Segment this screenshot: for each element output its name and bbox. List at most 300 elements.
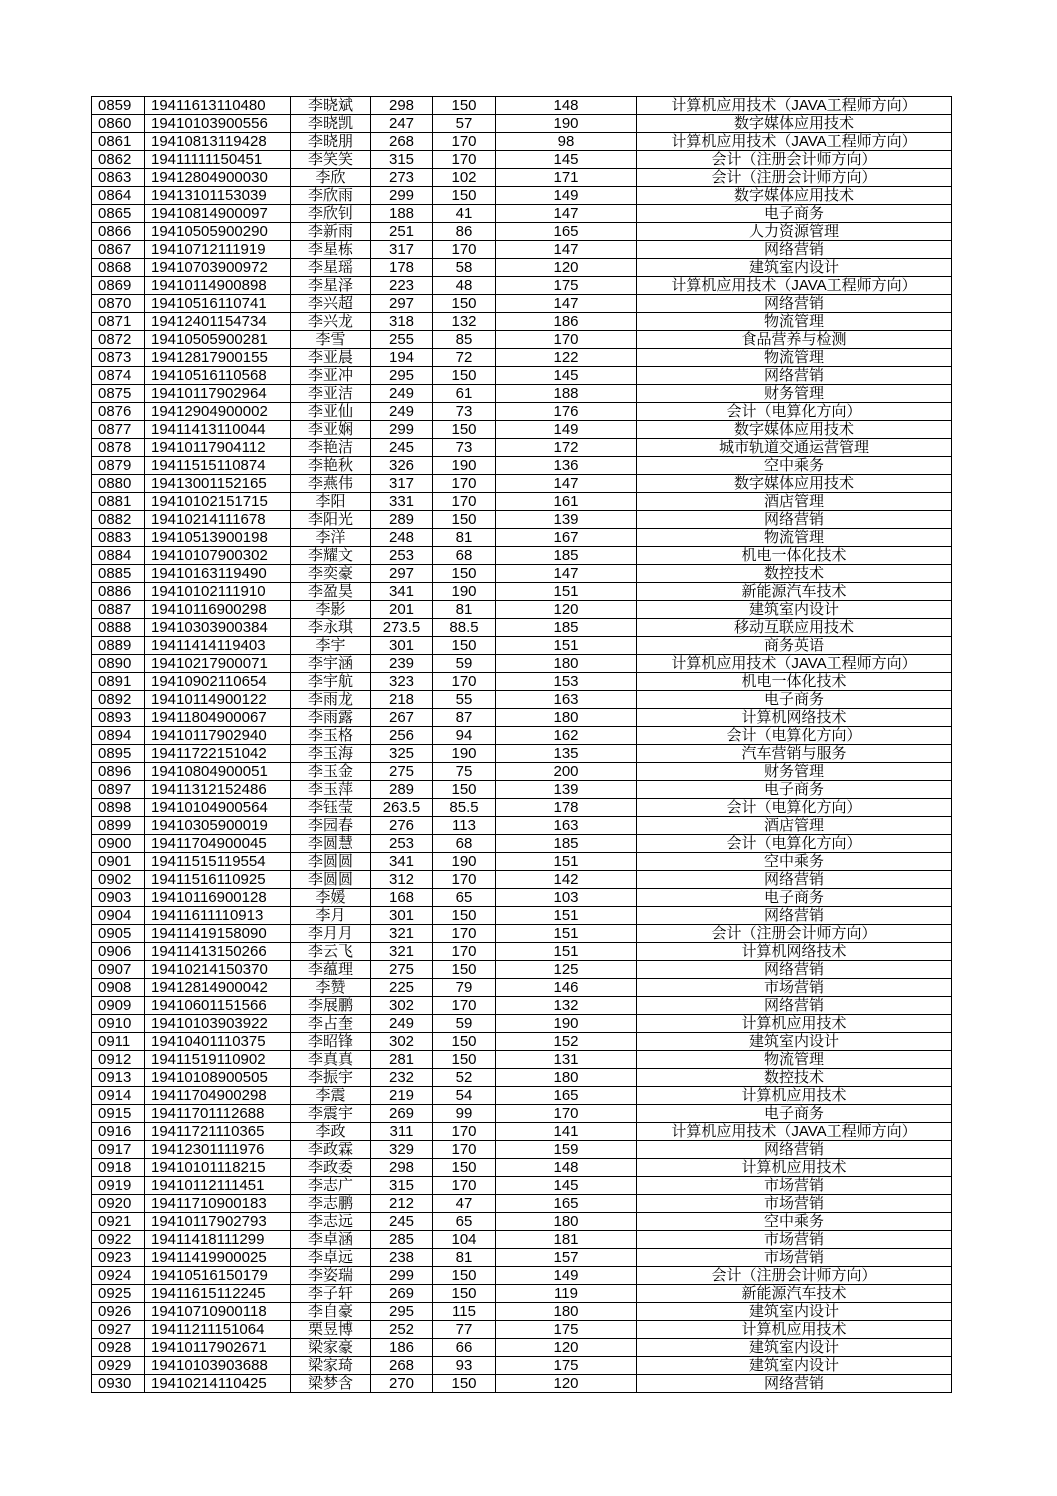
row-number-cell: 0889 bbox=[92, 637, 145, 655]
total-score-cell: 270 bbox=[371, 1375, 433, 1393]
student-name-cell: 李欣 bbox=[291, 169, 371, 187]
table-row bbox=[92, 313, 952, 331]
student-name-cell: 李雪 bbox=[291, 331, 371, 349]
major-cell: 建筑室内设计 bbox=[637, 1303, 952, 1321]
exam-id-cell: 19412804900030 bbox=[145, 169, 291, 187]
student-name-cell: 李展鹏 bbox=[291, 997, 371, 1015]
score-b-cell: 146 bbox=[496, 979, 637, 997]
total-score-cell: 298 bbox=[371, 1159, 433, 1177]
major-cell: 物流管理 bbox=[637, 313, 952, 331]
major-cell: 空中乘务 bbox=[637, 1213, 952, 1231]
major-cell: 财务管理 bbox=[637, 763, 952, 781]
score-b-cell: 175 bbox=[496, 277, 637, 295]
major-cell: 会计（注册会计师方向） bbox=[637, 925, 952, 943]
score-a-cell: 115 bbox=[433, 1303, 496, 1321]
exam-id-cell: 19411710900183 bbox=[145, 1195, 291, 1213]
major-cell: 会计（注册会计师方向） bbox=[637, 151, 952, 169]
total-score-cell: 269 bbox=[371, 1105, 433, 1123]
row-number-cell: 0861 bbox=[92, 133, 145, 151]
major-cell: 建筑室内设计 bbox=[637, 1357, 952, 1375]
major-cell: 空中乘务 bbox=[637, 853, 952, 871]
table-row bbox=[92, 943, 952, 961]
total-score-cell: 212 bbox=[371, 1195, 433, 1213]
row-number-cell: 0908 bbox=[92, 979, 145, 997]
total-score-cell: 255 bbox=[371, 331, 433, 349]
row-number-cell: 0863 bbox=[92, 169, 145, 187]
major-cell: 数控技术 bbox=[637, 1069, 952, 1087]
major-cell: 电子商务 bbox=[637, 781, 952, 799]
row-number-cell: 0887 bbox=[92, 601, 145, 619]
table-row bbox=[92, 1303, 952, 1321]
total-score-cell: 249 bbox=[371, 385, 433, 403]
total-score-cell: 263.5 bbox=[371, 799, 433, 817]
total-score-cell: 275 bbox=[371, 763, 433, 781]
total-score-cell: 247 bbox=[371, 115, 433, 133]
score-b-cell: 175 bbox=[496, 1357, 637, 1375]
exam-id-cell: 19411515119554 bbox=[145, 853, 291, 871]
table-row bbox=[92, 223, 952, 241]
score-b-cell: 165 bbox=[496, 1087, 637, 1105]
exam-id-cell: 19410513900198 bbox=[145, 529, 291, 547]
table-row bbox=[92, 745, 952, 763]
table-row bbox=[92, 799, 952, 817]
student-name-cell: 李晓斌 bbox=[291, 97, 371, 115]
exam-id-cell: 19410103903688 bbox=[145, 1357, 291, 1375]
score-b-cell: 125 bbox=[496, 961, 637, 979]
student-name-cell: 李玉萍 bbox=[291, 781, 371, 799]
exam-id-cell: 19411613110480 bbox=[145, 97, 291, 115]
table-row bbox=[92, 1267, 952, 1285]
table-row bbox=[92, 205, 952, 223]
score-a-cell: 65 bbox=[433, 889, 496, 907]
exam-id-cell: 19410902110654 bbox=[145, 673, 291, 691]
total-score-cell: 201 bbox=[371, 601, 433, 619]
score-b-cell: 131 bbox=[496, 1051, 637, 1069]
score-a-cell: 150 bbox=[433, 781, 496, 799]
score-a-cell: 81 bbox=[433, 1249, 496, 1267]
exam-id-cell: 19411515110874 bbox=[145, 457, 291, 475]
score-a-cell: 150 bbox=[433, 1375, 496, 1393]
row-number-cell: 0907 bbox=[92, 961, 145, 979]
major-cell: 计算机应用技术 bbox=[637, 1159, 952, 1177]
score-b-cell: 185 bbox=[496, 619, 637, 637]
table-row bbox=[92, 619, 952, 637]
table-row bbox=[92, 925, 952, 943]
row-number-cell: 0886 bbox=[92, 583, 145, 601]
score-b-cell: 149 bbox=[496, 1267, 637, 1285]
row-number-cell: 0917 bbox=[92, 1141, 145, 1159]
total-score-cell: 299 bbox=[371, 1267, 433, 1285]
major-cell: 新能源汽车技术 bbox=[637, 583, 952, 601]
row-number-cell: 0925 bbox=[92, 1285, 145, 1303]
score-b-cell: 147 bbox=[496, 475, 637, 493]
exam-id-cell: 19411418111299 bbox=[145, 1231, 291, 1249]
score-a-cell: 150 bbox=[433, 295, 496, 313]
student-name-cell: 李震宇 bbox=[291, 1105, 371, 1123]
student-name-cell: 李卓涵 bbox=[291, 1231, 371, 1249]
score-b-cell: 190 bbox=[496, 115, 637, 133]
row-number-cell: 0904 bbox=[92, 907, 145, 925]
exam-id-cell: 19410108900505 bbox=[145, 1069, 291, 1087]
score-a-cell: 94 bbox=[433, 727, 496, 745]
student-name-cell: 李昭锋 bbox=[291, 1033, 371, 1051]
table-row bbox=[92, 439, 952, 457]
exam-id-cell: 19410117902671 bbox=[145, 1339, 291, 1357]
row-number-cell: 0872 bbox=[92, 331, 145, 349]
exam-id-cell: 19411611110913 bbox=[145, 907, 291, 925]
score-b-cell: 186 bbox=[496, 313, 637, 331]
major-cell: 电子商务 bbox=[637, 1105, 952, 1123]
total-score-cell: 249 bbox=[371, 1015, 433, 1033]
total-score-cell: 341 bbox=[371, 853, 433, 871]
score-a-cell: 170 bbox=[433, 997, 496, 1015]
student-name-cell: 李亚娴 bbox=[291, 421, 371, 439]
total-score-cell: 331 bbox=[371, 493, 433, 511]
total-score-cell: 256 bbox=[371, 727, 433, 745]
score-a-cell: 170 bbox=[433, 241, 496, 259]
exam-id-cell: 19413101153039 bbox=[145, 187, 291, 205]
row-number-cell: 0864 bbox=[92, 187, 145, 205]
table-row bbox=[92, 637, 952, 655]
score-a-cell: 190 bbox=[433, 457, 496, 475]
exam-id-cell: 19411519110902 bbox=[145, 1051, 291, 1069]
student-name-cell: 李志鹏 bbox=[291, 1195, 371, 1213]
score-b-cell: 170 bbox=[496, 331, 637, 349]
score-a-cell: 58 bbox=[433, 259, 496, 277]
exam-id-cell: 19412401154734 bbox=[145, 313, 291, 331]
student-name-cell: 李亚晨 bbox=[291, 349, 371, 367]
score-b-cell: 185 bbox=[496, 835, 637, 853]
student-name-cell: 李姿瑞 bbox=[291, 1267, 371, 1285]
score-a-cell: 170 bbox=[433, 1141, 496, 1159]
score-b-cell: 120 bbox=[496, 1375, 637, 1393]
score-b-cell: 141 bbox=[496, 1123, 637, 1141]
major-cell: 网络营销 bbox=[637, 997, 952, 1015]
student-name-cell: 李子轩 bbox=[291, 1285, 371, 1303]
student-name-cell: 李赞 bbox=[291, 979, 371, 997]
major-cell: 建筑室内设计 bbox=[637, 1033, 952, 1051]
major-cell: 酒店管理 bbox=[637, 493, 952, 511]
score-a-cell: 190 bbox=[433, 853, 496, 871]
total-score-cell: 297 bbox=[371, 295, 433, 313]
student-name-cell: 李振宇 bbox=[291, 1069, 371, 1087]
total-score-cell: 323 bbox=[371, 673, 433, 691]
row-number-cell: 0923 bbox=[92, 1249, 145, 1267]
row-number-cell: 0924 bbox=[92, 1267, 145, 1285]
table-row bbox=[92, 403, 952, 421]
score-a-cell: 47 bbox=[433, 1195, 496, 1213]
table-row bbox=[92, 151, 952, 169]
score-a-cell: 190 bbox=[433, 745, 496, 763]
major-cell: 物流管理 bbox=[637, 529, 952, 547]
student-name-cell: 李卓远 bbox=[291, 1249, 371, 1267]
score-a-cell: 54 bbox=[433, 1087, 496, 1105]
score-b-cell: 163 bbox=[496, 817, 637, 835]
student-name-cell: 李欣雨 bbox=[291, 187, 371, 205]
row-number-cell: 0909 bbox=[92, 997, 145, 1015]
student-name-cell: 李志远 bbox=[291, 1213, 371, 1231]
total-score-cell: 223 bbox=[371, 277, 433, 295]
row-number-cell: 0892 bbox=[92, 691, 145, 709]
student-name-cell: 李宇 bbox=[291, 637, 371, 655]
score-b-cell: 103 bbox=[496, 889, 637, 907]
row-number-cell: 0914 bbox=[92, 1087, 145, 1105]
score-b-cell: 148 bbox=[496, 1159, 637, 1177]
exam-id-cell: 19410102111910 bbox=[145, 583, 291, 601]
score-b-cell: 149 bbox=[496, 187, 637, 205]
exam-id-cell: 19410710900118 bbox=[145, 1303, 291, 1321]
student-name-cell: 李雨龙 bbox=[291, 691, 371, 709]
major-cell: 网络营销 bbox=[637, 367, 952, 385]
exam-id-cell: 19410516110568 bbox=[145, 367, 291, 385]
total-score-cell: 253 bbox=[371, 547, 433, 565]
score-b-cell: 147 bbox=[496, 205, 637, 223]
row-number-cell: 0898 bbox=[92, 799, 145, 817]
score-a-cell: 113 bbox=[433, 817, 496, 835]
major-cell: 空中乘务 bbox=[637, 457, 952, 475]
row-number-cell: 0916 bbox=[92, 1123, 145, 1141]
student-name-cell: 李亚冲 bbox=[291, 367, 371, 385]
score-b-cell: 147 bbox=[496, 565, 637, 583]
score-a-cell: 79 bbox=[433, 979, 496, 997]
score-b-cell: 162 bbox=[496, 727, 637, 745]
row-number-cell: 0918 bbox=[92, 1159, 145, 1177]
score-a-cell: 72 bbox=[433, 349, 496, 367]
student-name-cell: 李自豪 bbox=[291, 1303, 371, 1321]
student-name-cell: 李艳洁 bbox=[291, 439, 371, 457]
total-score-cell: 186 bbox=[371, 1339, 433, 1357]
exam-id-cell: 19410102151715 bbox=[145, 493, 291, 511]
row-number-cell: 0893 bbox=[92, 709, 145, 727]
student-name-cell: 李媛 bbox=[291, 889, 371, 907]
row-number-cell: 0897 bbox=[92, 781, 145, 799]
exam-id-cell: 19410712111919 bbox=[145, 241, 291, 259]
major-cell: 酒店管理 bbox=[637, 817, 952, 835]
major-cell: 网络营销 bbox=[637, 295, 952, 313]
student-name-cell: 李星瑶 bbox=[291, 259, 371, 277]
major-cell: 网络营销 bbox=[637, 241, 952, 259]
total-score-cell: 302 bbox=[371, 1033, 433, 1051]
row-number-cell: 0890 bbox=[92, 655, 145, 673]
score-a-cell: 170 bbox=[433, 673, 496, 691]
exam-id-cell: 19411722151042 bbox=[145, 745, 291, 763]
score-b-cell: 165 bbox=[496, 223, 637, 241]
table-row bbox=[92, 187, 952, 205]
exam-id-cell: 19410505900290 bbox=[145, 223, 291, 241]
score-b-cell: 185 bbox=[496, 547, 637, 565]
score-b-cell: 139 bbox=[496, 511, 637, 529]
score-a-cell: 99 bbox=[433, 1105, 496, 1123]
major-cell: 数控技术 bbox=[637, 565, 952, 583]
exam-id-cell: 19411516110925 bbox=[145, 871, 291, 889]
total-score-cell: 326 bbox=[371, 457, 433, 475]
total-score-cell: 273.5 bbox=[371, 619, 433, 637]
score-b-cell: 120 bbox=[496, 601, 637, 619]
score-a-cell: 102 bbox=[433, 169, 496, 187]
table-row bbox=[92, 277, 952, 295]
exam-id-cell: 19410214111678 bbox=[145, 511, 291, 529]
exam-id-cell: 19411413110044 bbox=[145, 421, 291, 439]
score-b-cell: 149 bbox=[496, 421, 637, 439]
score-a-cell: 85.5 bbox=[433, 799, 496, 817]
score-a-cell: 41 bbox=[433, 205, 496, 223]
total-score-cell: 298 bbox=[371, 97, 433, 115]
row-number-cell: 0866 bbox=[92, 223, 145, 241]
student-name-cell: 李耀文 bbox=[291, 547, 371, 565]
total-score-cell: 218 bbox=[371, 691, 433, 709]
score-a-cell: 170 bbox=[433, 925, 496, 943]
row-number-cell: 0896 bbox=[92, 763, 145, 781]
total-score-cell: 251 bbox=[371, 223, 433, 241]
score-b-cell: 180 bbox=[496, 1069, 637, 1087]
exam-id-cell: 19410305900019 bbox=[145, 817, 291, 835]
row-number-cell: 0905 bbox=[92, 925, 145, 943]
exam-id-cell: 19411721110365 bbox=[145, 1123, 291, 1141]
row-number-cell: 0884 bbox=[92, 547, 145, 565]
score-b-cell: 120 bbox=[496, 1339, 637, 1357]
total-score-cell: 311 bbox=[371, 1123, 433, 1141]
student-name-cell: 李宇涵 bbox=[291, 655, 371, 673]
score-b-cell: 142 bbox=[496, 871, 637, 889]
table-row bbox=[92, 1375, 952, 1393]
table-row bbox=[92, 1069, 952, 1087]
exam-id-cell: 19410103903922 bbox=[145, 1015, 291, 1033]
major-cell: 计算机应用技术 bbox=[637, 1321, 952, 1339]
exam-id-cell: 19410516110741 bbox=[145, 295, 291, 313]
score-a-cell: 59 bbox=[433, 1015, 496, 1033]
exam-id-cell: 19411414119403 bbox=[145, 637, 291, 655]
student-name-cell: 李圆圆 bbox=[291, 853, 371, 871]
exam-id-cell: 19410112111451 bbox=[145, 1177, 291, 1195]
score-b-cell: 120 bbox=[496, 259, 637, 277]
total-score-cell: 315 bbox=[371, 151, 433, 169]
score-a-cell: 66 bbox=[433, 1339, 496, 1357]
total-score-cell: 178 bbox=[371, 259, 433, 277]
major-cell: 电子商务 bbox=[637, 889, 952, 907]
major-cell: 计算机应用技术 bbox=[637, 1087, 952, 1105]
row-number-cell: 0875 bbox=[92, 385, 145, 403]
major-cell: 会计（电算化方向） bbox=[637, 727, 952, 745]
score-a-cell: 170 bbox=[433, 1177, 496, 1195]
score-a-cell: 150 bbox=[433, 961, 496, 979]
row-number-cell: 0903 bbox=[92, 889, 145, 907]
student-name-cell: 李月 bbox=[291, 907, 371, 925]
score-a-cell: 150 bbox=[433, 1033, 496, 1051]
row-number-cell: 0920 bbox=[92, 1195, 145, 1213]
score-b-cell: 161 bbox=[496, 493, 637, 511]
exam-id-cell: 19410813119428 bbox=[145, 133, 291, 151]
score-b-cell: 178 bbox=[496, 799, 637, 817]
student-name-cell: 李盈昊 bbox=[291, 583, 371, 601]
total-score-cell: 267 bbox=[371, 709, 433, 727]
exam-id-cell: 19412904900002 bbox=[145, 403, 291, 421]
table-row bbox=[92, 547, 952, 565]
exam-id-cell: 19412301111976 bbox=[145, 1141, 291, 1159]
row-number-cell: 0894 bbox=[92, 727, 145, 745]
score-a-cell: 170 bbox=[433, 475, 496, 493]
table-row bbox=[92, 691, 952, 709]
row-number-cell: 0912 bbox=[92, 1051, 145, 1069]
score-a-cell: 170 bbox=[433, 943, 496, 961]
row-number-cell: 0876 bbox=[92, 403, 145, 421]
score-b-cell: 167 bbox=[496, 529, 637, 547]
exam-id-cell: 19411111150451 bbox=[145, 151, 291, 169]
exam-id-cell: 19412814900042 bbox=[145, 979, 291, 997]
table-row bbox=[92, 115, 952, 133]
table-row bbox=[92, 853, 952, 871]
table-row bbox=[92, 1051, 952, 1069]
table-row bbox=[92, 169, 952, 187]
total-score-cell: 299 bbox=[371, 187, 433, 205]
score-b-cell: 181 bbox=[496, 1231, 637, 1249]
table-row bbox=[92, 385, 952, 403]
score-a-cell: 150 bbox=[433, 421, 496, 439]
row-number-cell: 0873 bbox=[92, 349, 145, 367]
score-a-cell: 65 bbox=[433, 1213, 496, 1231]
major-cell: 机电一体化技术 bbox=[637, 673, 952, 691]
score-a-cell: 52 bbox=[433, 1069, 496, 1087]
major-cell: 物流管理 bbox=[637, 349, 952, 367]
score-a-cell: 73 bbox=[433, 439, 496, 457]
score-b-cell: 159 bbox=[496, 1141, 637, 1159]
exam-id-cell: 19410804900051 bbox=[145, 763, 291, 781]
score-a-cell: 132 bbox=[433, 313, 496, 331]
score-a-cell: 150 bbox=[433, 367, 496, 385]
table-row bbox=[92, 1195, 952, 1213]
student-name-cell: 李欣钊 bbox=[291, 205, 371, 223]
score-a-cell: 87 bbox=[433, 709, 496, 727]
student-name-cell: 李政委 bbox=[291, 1159, 371, 1177]
exam-id-cell: 19410117904112 bbox=[145, 439, 291, 457]
score-b-cell: 175 bbox=[496, 1321, 637, 1339]
score-a-cell: 104 bbox=[433, 1231, 496, 1249]
total-score-cell: 295 bbox=[371, 1303, 433, 1321]
table-row bbox=[92, 781, 952, 799]
row-number-cell: 0883 bbox=[92, 529, 145, 547]
total-score-cell: 341 bbox=[371, 583, 433, 601]
row-number-cell: 0926 bbox=[92, 1303, 145, 1321]
student-name-cell: 李星栋 bbox=[291, 241, 371, 259]
major-cell: 网络营销 bbox=[637, 961, 952, 979]
score-b-cell: 190 bbox=[496, 1015, 637, 1033]
exam-id-cell: 19412817900155 bbox=[145, 349, 291, 367]
major-cell: 市场营销 bbox=[637, 1231, 952, 1249]
table-row bbox=[92, 421, 952, 439]
major-cell: 计算机网络技术 bbox=[637, 709, 952, 727]
score-b-cell: 148 bbox=[496, 97, 637, 115]
major-cell: 会计（电算化方向） bbox=[637, 835, 952, 853]
total-score-cell: 252 bbox=[371, 1321, 433, 1339]
score-b-cell: 122 bbox=[496, 349, 637, 367]
major-cell: 计算机应用技术 bbox=[637, 1015, 952, 1033]
exam-id-cell: 19410516150179 bbox=[145, 1267, 291, 1285]
major-cell: 会计（电算化方向） bbox=[637, 799, 952, 817]
student-name-cell: 李奕豪 bbox=[291, 565, 371, 583]
major-cell: 物流管理 bbox=[637, 1051, 952, 1069]
score-a-cell: 48 bbox=[433, 277, 496, 295]
exam-id-cell: 19410104900564 bbox=[145, 799, 291, 817]
table-row bbox=[92, 583, 952, 601]
exam-id-cell: 19410303900384 bbox=[145, 619, 291, 637]
row-number-cell: 0879 bbox=[92, 457, 145, 475]
table-row bbox=[92, 1213, 952, 1231]
row-number-cell: 0871 bbox=[92, 313, 145, 331]
table-row bbox=[92, 295, 952, 313]
major-cell: 计算机应用技术（JAVA工程师方向） bbox=[637, 133, 952, 151]
total-score-cell: 285 bbox=[371, 1231, 433, 1249]
student-name-cell: 李新雨 bbox=[291, 223, 371, 241]
student-name-cell: 梁家豪 bbox=[291, 1339, 371, 1357]
